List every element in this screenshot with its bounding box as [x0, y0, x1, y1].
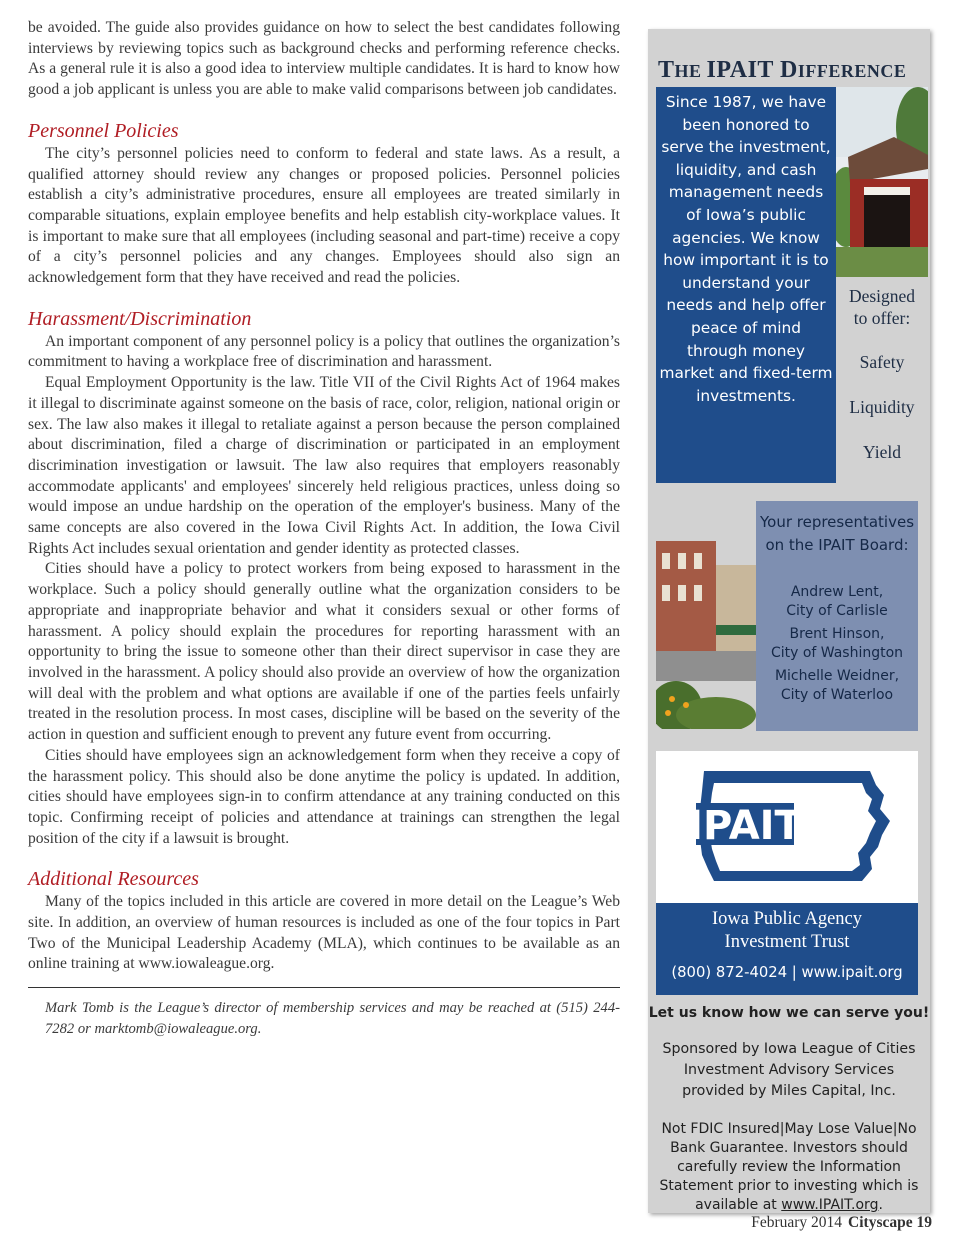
body-paragraph: Cities should have employees sign an acknowledgement form when they receive a copy of the harassment policy. This should also be done anytime the policy is updated. In addition, cities should have employees sign-in to confirm attendance at any training conducted on this topic. Confirming receipt of policies and attendance at trainings can strengthen the legal position of the city if a lawsuit is brought. — [28, 746, 620, 847]
svg-text:IPAIT: IPAIT — [688, 803, 802, 849]
call-to-action: Let us know how we can serve you! — [648, 1005, 930, 1021]
page-footer — [751, 1214, 932, 1232]
ipait-website-link[interactable]: www.IPAIT.org — [781, 1197, 879, 1213]
designed-line-2: to offer: — [853, 308, 911, 328]
sponsor-text: Sponsored by Iowa League of Cities Investment Advisory Services provided by Miles Capital, Inc. — [662, 1041, 916, 1099]
ad-intro-box — [656, 87, 836, 483]
contact-info: (800) 872-4024 | www.ipait.org — [671, 964, 903, 981]
main-street-photo — [656, 529, 756, 729]
offer-safety: Safety — [859, 352, 905, 372]
byline-divider — [28, 987, 620, 988]
article-column — [28, 18, 620, 1039]
org-contact-bar — [656, 903, 918, 995]
disclaimer: Not FDIC Insured|May Lose Value|No Bank Guarantee. Investors should carefully review the Information Statement prior to investing which is available at www.IPAIT.org. — [659, 1121, 919, 1213]
issue-date: February 2014 — [751, 1214, 843, 1231]
org-name: Iowa Public Agency Investment Trust — [711, 909, 863, 952]
section-heading-additional-resources: Additional Resources — [28, 868, 199, 891]
covered-bridge-photo — [836, 87, 928, 277]
body-paragraph: Many of the topics included in this article are covered in more detail on the League’s Web site. In addition, an overview of human resources is included as one of the four topics in Part Two of the Municipal Leadership Academy (MLA), which continues to be available as an online training at www.iowaleague.org. — [28, 893, 620, 973]
ad-title: THE IPAIT DIFFERENCE — [658, 57, 907, 83]
designed-line-1: Designed — [848, 286, 916, 306]
rep-entry: Brent Hinson, City of Washington — [770, 626, 904, 661]
ad-intro-text: Since 1987, we have been honored to serve the investment, liquidity, and cash management needs of Iowa’s public agencies. We know how important it is to understand your needs and help offer peace of mind through money market and fixed-term investments. — [659, 93, 833, 405]
section-heading-personnel-policies: Personnel Policies — [28, 119, 179, 142]
ipait-advertisement — [648, 29, 930, 1213]
body-paragraph: The city’s personnel policies need to conform to federal and state laws. As a result, a qualified attorney should review any changes or proposed policies. Personnel policies establish a city’s administrative procedures, ensure all employees are treated similarly in comparable situations, explain employee benefits and help establish city-workplace values. It is important to make sure that all employees (including seasonal and part-time) receive a copy of a city’s personnel policies and any changes. Employees should also sign an acknowledgement form that they have received and read the policies. — [28, 144, 620, 287]
ipait-logo — [656, 751, 918, 903]
offer-panel — [836, 277, 928, 477]
board-representatives-box — [756, 501, 918, 731]
body-paragraph: An important component of any personnel policy is a policy that outlines the organization’s commitment to having a workplace free of discrimination and harassment. — [28, 332, 620, 371]
offer-yield: Yield — [863, 442, 901, 462]
rep-entry: Andrew Lent, City of Carlisle — [786, 584, 888, 619]
offer-liquidity: Liquidity — [849, 397, 915, 417]
magazine-page: Cityscape 19 — [848, 1214, 932, 1231]
iowa-map-logo-icon — [656, 751, 918, 903]
body-paragraph: Cities should have a policy to protect workers from being exposed to harassment in the workplace. Such a policy should generally outline what the organization considers to be appropriate and inappropriate behavior and what it considers sexual or other forms of harassment. A policy should explain the procedures for reporting harassment with an opportunity to bring the issue to someone other than their direct supervisor in case they are involved in the harassment. A policy should also provide an overview of how the organization will deal with the problem and what options are available if one of the parties feels unfairly treated in the resolution process. In most cases, discipline will be based on the severity of the action in question and sufficient enough to prevent any future event from occurring. — [28, 560, 620, 744]
author-byline: Mark Tomb is the League’s director of membership services and may be reached at (515) 244-7282 or marktomb@iowaleague.org. — [45, 1000, 620, 1037]
reps-heading: Your representatives on the IPAIT Board: — [759, 513, 915, 554]
section-heading-harassment: Harassment/Discrimination — [28, 307, 252, 330]
intro-paragraph: be avoided. The guide also provides guidance on how to select the best candidates following interviews by reviewing topics such as background checks and performing reference checks. As a general rule it is also a good idea to interview multiple candidates. It is hard to know how good a job applicant is unless you are able to make valid comparisons between job candidates. — [28, 19, 620, 99]
rep-entry: Michelle Weidner, City of Waterloo — [774, 668, 900, 703]
body-paragraph: Equal Employment Opportunity is the law. Title VII of the Civil Rights Act of 1964 makes it illegal to discriminate against someone on the basis of race, color, religion, national origin or sex. The law also makes it illegal to retaliate against a person because the person complained about discrimination, filed a charge of discrimination or participated in an employment discrimination investigation or lawsuit. The law also requires that employers reasonably accommodate applicants' and employees' sincerely held religious practices, unless doing so would impose an undue hardship on the operation of the employer's business. Many of the same concepts are also covered in the Iowa Civil Rights Act. In addition, the Iowa Civil Rights Act includes sexual orientation and gender identity as protected classes. — [28, 374, 620, 557]
